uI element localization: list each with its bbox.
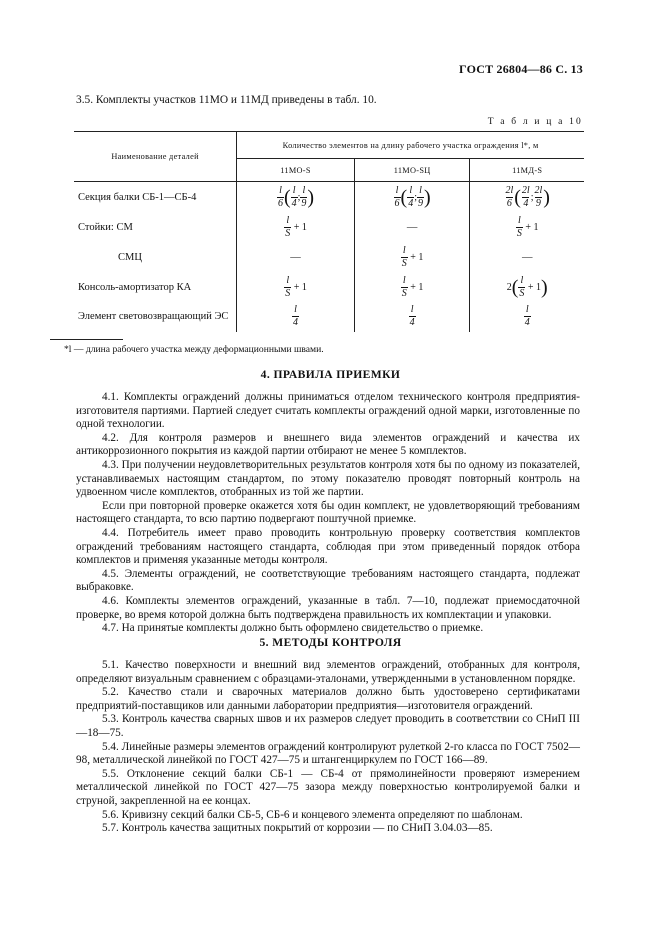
cell-formula: $\frac{l}{6}$ ( $\frac{l}{4}$ ; $\frac{l}{9}$ ) [354,182,470,214]
col-name-header: Наименование деталей [74,132,237,182]
sub-header-11mo-s: 11МО-S [237,159,355,182]
cell-formula: $\frac{l}{4}$ [237,302,355,332]
table-row [74,214,584,242]
table-row [74,182,584,214]
paragraph: 5.4. Линейные размеры элементов ограждений контролируют рулеткой 2-го класса по ГОСТ 7502—98, металлической линейкой по ГОСТ 427—75 и штангенциркулем по ГОСТ 166—89. [76,740,580,767]
footnote: *l — длина рабочего участка между деформационными швами. [64,344,324,355]
section-5-title: 5. МЕТОДЫ КОНТРОЛЯ [259,636,402,649]
cell-formula: $\frac{l}{6}$ ( $\frac{l}{4}$ ; $\frac{l}{9}$ ) [237,182,355,214]
cell-formula: $\frac{l}{S}$ + 1 [237,214,355,242]
paragraph: 4.1. Комплекты ограждений должны приниматься отделом технического контроля предприятия-изготовителя партиями. Партией следует считать комплекты ограждений одной марки, изготовленные по одной технологии. [76,391,580,431]
paragraph: 5.5. Отклонение секций балки СБ-1 — СБ-4 от прямолинейности проверяют измерением металлической линейкой по ГОСТ 427—75 зазора между поверхностью контролируемой балки и струной, закрепленной на ее концах. [76,767,580,807]
table-row [74,302,584,332]
cell-dash: — [470,242,584,274]
row-name: Элемент световозвращающий ЭС [78,311,229,322]
cell-formula: $\frac{l}{S}$ + 1 [354,242,470,274]
row-name: Стойки: СМ [78,222,133,233]
paragraph: 5.1. Качество поверхности и внешний вид элементов ограждений, отобранных для контроля, определяют визуальным сравнением с образцами-эталонами, утвержденными в установленном порядке. [76,659,580,685]
row-name: Секция балки СБ-1—СБ-4 [78,192,197,204]
row-name: Консоль-амортизатор КА [78,282,192,293]
section-5-body [76,659,580,836]
paragraph: 4.3. При получении неудовлетворительных результатов контроля хотя бы по одному из показателей, устанавливаемых настоящим стандартом, по этому показателю проводят повторный контроль на удвоенном числе комплектов, отобранных из той же партии. [76,458,580,499]
paragraph: 4.2. Для контроля размеров и внешнего вида элементов ограждений и качества их антикоррозионного покрытия из каждой партии отбирают не менее 5 комплектов. [76,431,580,458]
col-group-header: Количество элементов на длину рабочего участка ограждения l*, м [237,132,584,159]
paragraph: Если при повторной проверке окажется хотя бы один комплект, не удовлетворяющий требованиям настоящего стандарта, то всю партию подвергают поштучной приемке. [76,499,580,526]
row-name: СМЦ [118,252,142,263]
cell-formula: $\frac{l}{4}$ [470,302,584,332]
table-row [74,242,584,274]
section-4-title: 4. ПРАВИЛА ПРИЕМКИ [260,368,401,381]
table-10 [74,131,584,332]
cell-formula: $\frac{l}{4}$ [354,302,470,332]
cell-dash: — [354,214,470,242]
paragraph-3-5: 3.5. Комплекты участков 11МО и 11МД приведены в табл. 10. [76,94,377,106]
table-caption: Т а б л и ц а 10 [487,117,583,127]
paragraph: 4.7. На принятые комплекты должно быть оформлено свидетельство о приемке. [102,622,484,635]
paragraph: 4.5. Элементы ограждений, не соответствующие требованиям настоящего стандарта, подлежат выбраковке. [76,567,580,594]
page-header: ГОСТ 26804—86 С. 13 [459,62,583,76]
cell-formula: $\frac{2l}{6}$ ( $\frac{2l}{4}$ ; $\frac{2l}{9}$ ) [470,182,584,214]
cell-formula: $\frac{l}{S}$ + 1 [237,274,355,302]
cell-formula: $\frac{l}{S}$ + 1 [354,274,470,302]
footnote-divider [50,339,123,340]
table-row [74,274,584,302]
paragraph: 5.7. Контроль качества защитных покрытий от коррозии — по СНиП 3.04.03—85. [102,822,493,835]
cell-dash: — [237,242,355,274]
paragraph: 5.2. Качество стали и сварочных материалов должно быть удостоверено сертификатами предприятий-поставщиков или данными лаборатории предприятия—изготовителя ограждений. [76,686,580,712]
paragraph: 4.6. Комплекты элементов ограждений, указанные в табл. 7—10, подлежат приемосдаточной проверке, во время которой должна быть подтверждена правильность их комплектации и упаковки. [76,594,580,621]
sub-header-11md-s: 11МД-S [470,159,584,182]
paragraph: 5.6. Кривизну секций балки СБ-5, СБ-6 и концевого элемента определяют по шаблонам. [102,808,523,821]
cell-formula: 2( $\frac{l}{S}$ + 1) [470,274,584,302]
sub-header-11mo-sc: 11МО-SЦ [354,159,470,182]
paragraph: 5.3. Контроль качества сварных швов и их размеров следует проводить в соответствии со СНиП III—18—75. [76,713,580,739]
section-4-body [76,391,580,636]
cell-formula: $\frac{l}{S}$ + 1 [470,214,584,242]
paragraph: 4.4. Потребитель имеет право проводить контрольную проверку соответствия комплектов ограждений требованиям настоящего стандарта, соблюдая при этом приведенный порядок отбора комплектов и применяя указанные методы контроля. [76,526,580,567]
